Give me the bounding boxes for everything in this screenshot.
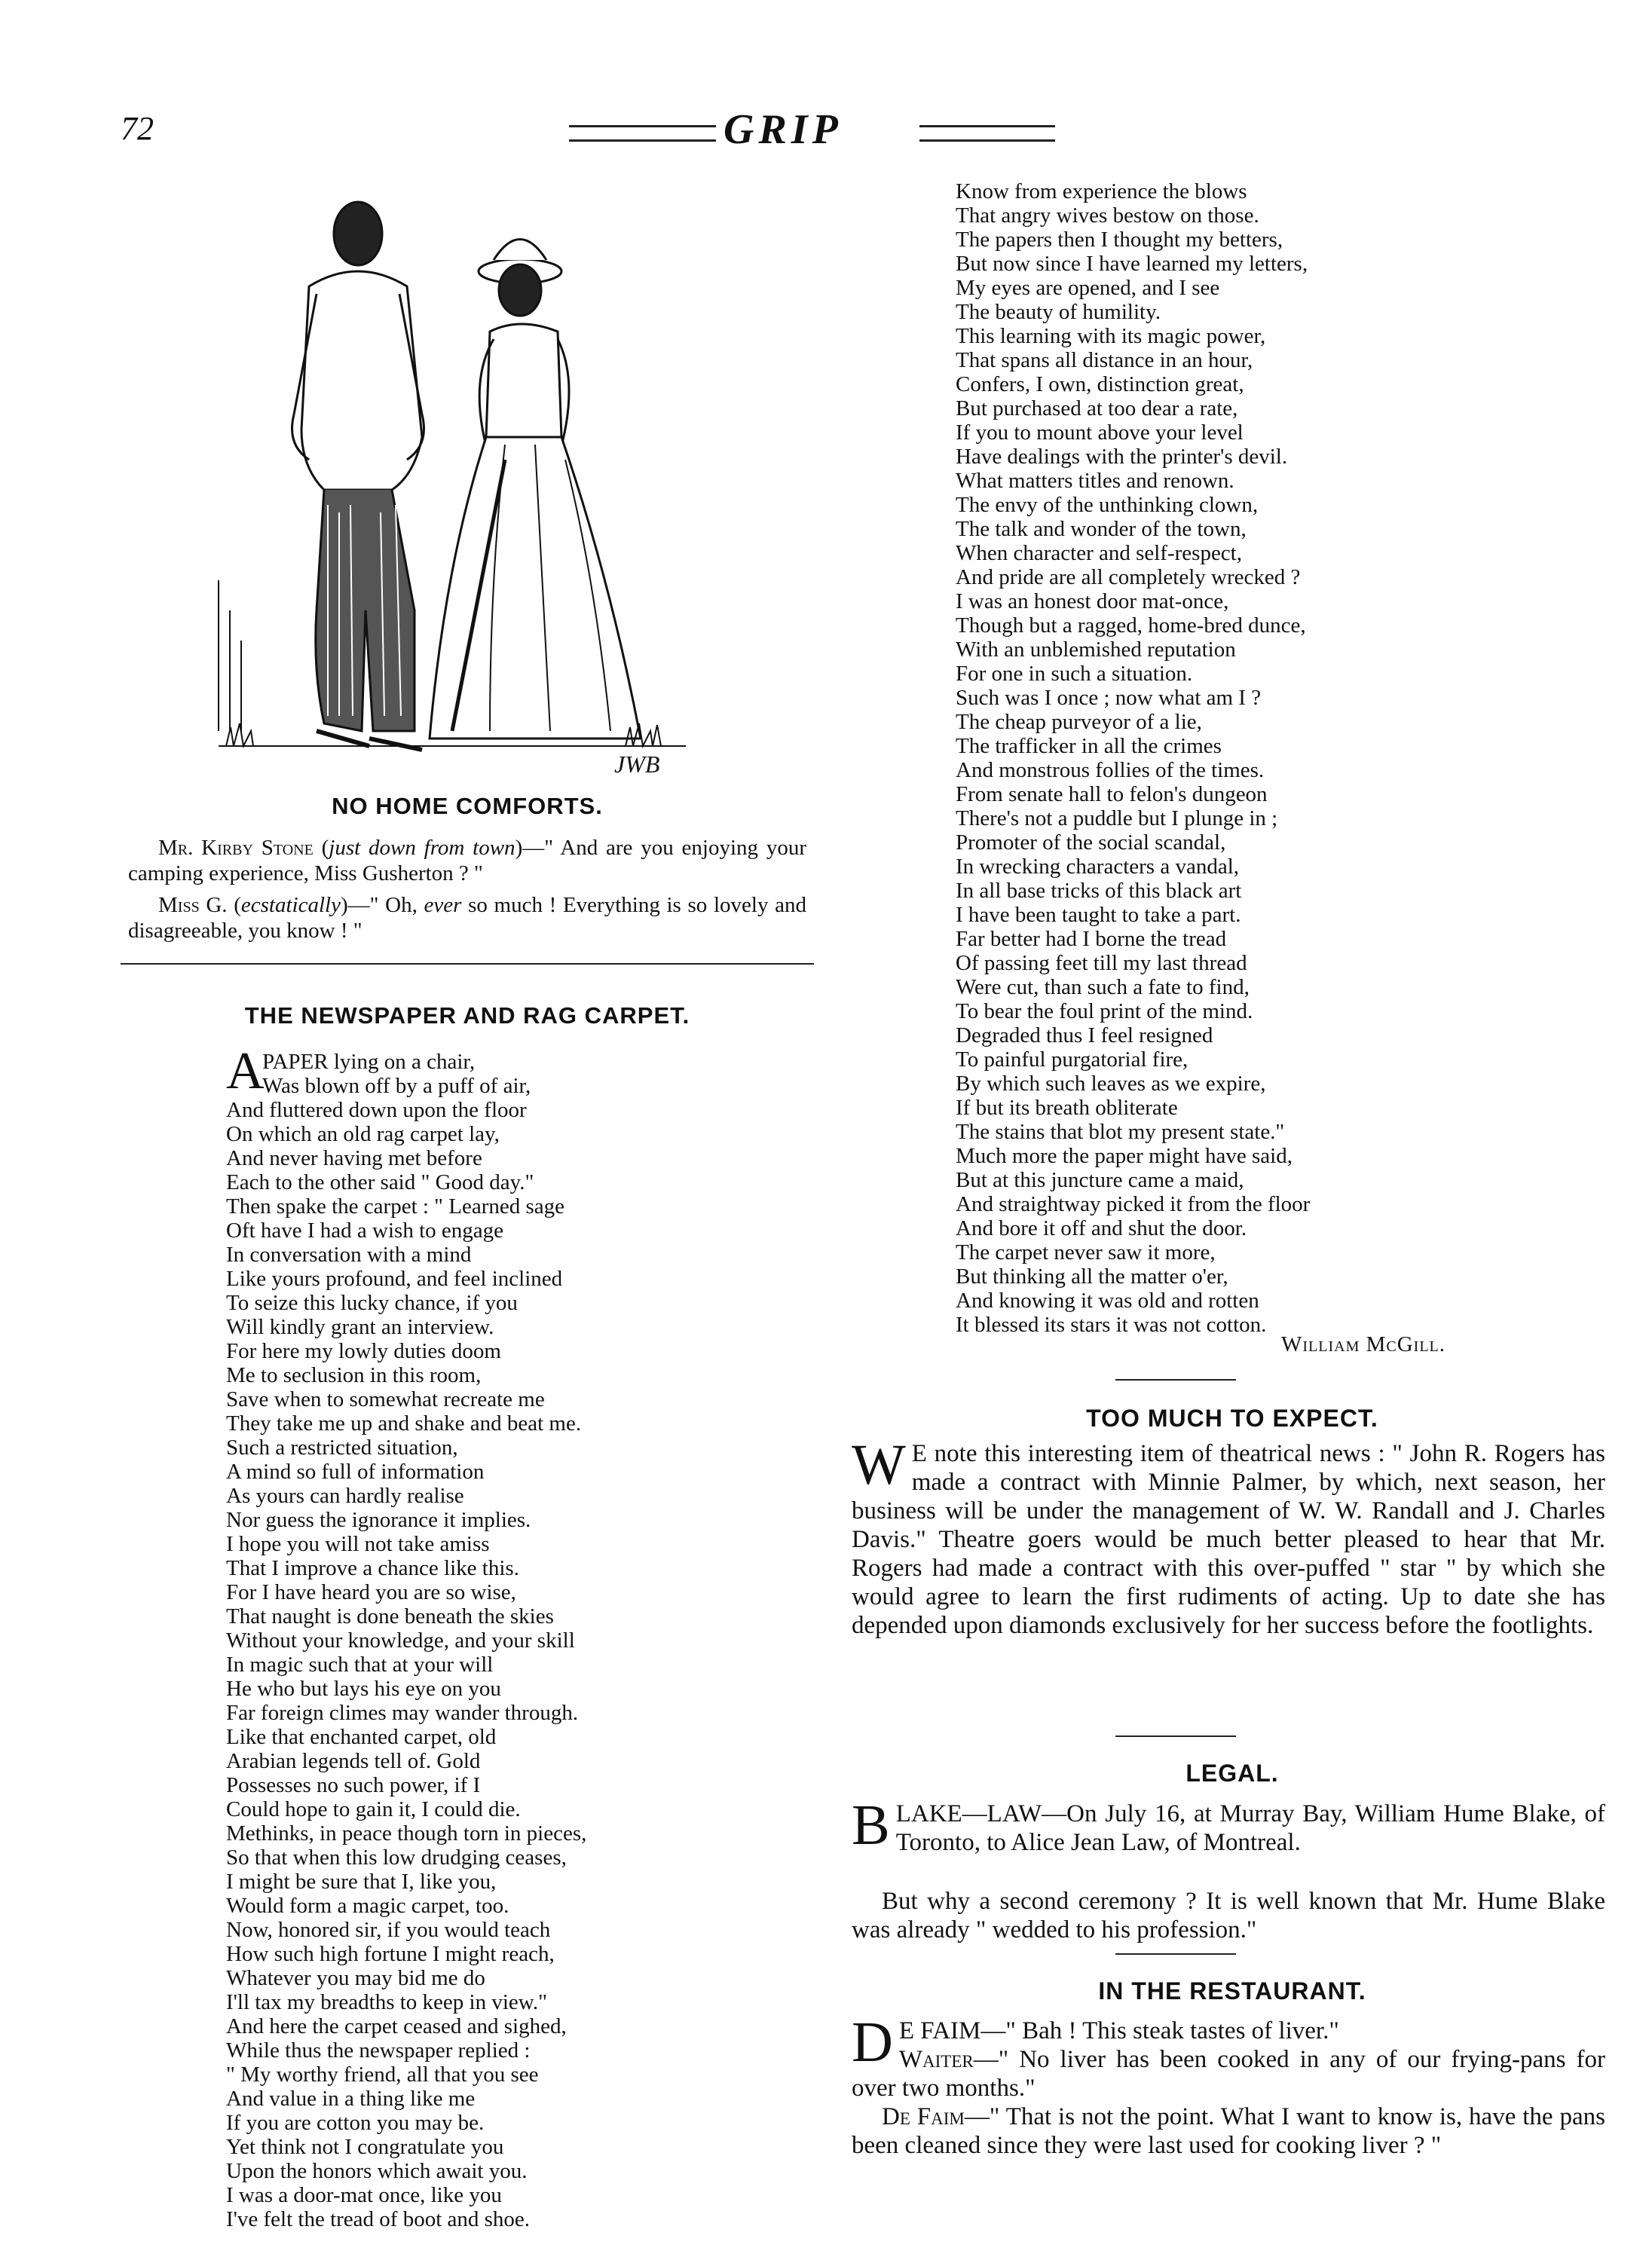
poem-line: The cheap purveyor of a lie, bbox=[956, 710, 1202, 734]
separator-rule bbox=[1115, 1379, 1236, 1381]
article-dropcap: B bbox=[852, 1794, 890, 1857]
poem-dropcap: A bbox=[226, 1042, 265, 1100]
article-body-too-much bbox=[852, 1433, 1605, 1640]
poem-line: I've felt the tread of boot and shoe. bbox=[226, 2207, 531, 2231]
cartoon-caption-1: Mr. Kirby Stone (just down from town)—" And are you enjoying your camping experience, Miss Gusherton ? " bbox=[128, 836, 806, 885]
poem-line: In all base tricks of this black art bbox=[956, 879, 1242, 903]
poem-line: Have dealings with the printer's devil. bbox=[956, 445, 1288, 469]
separator-rule bbox=[121, 963, 814, 965]
emphasis-word: ever bbox=[424, 893, 462, 917]
poem-line: That naught is done beneath the skies bbox=[226, 1604, 554, 1628]
poem-line: I might be sure that I, like you, bbox=[226, 1870, 497, 1894]
poem-line: From senate hall to felon's dungeon bbox=[956, 782, 1268, 806]
article-text: LAKE—LAW—On July 16, at Murray Bay, William Hume Blake, of Toronto, to Alice Jean Law, of Montreal. bbox=[895, 1800, 1605, 1856]
poem-line: And fluttered down upon the floor bbox=[226, 1098, 527, 1122]
speaker-name: De Faim bbox=[882, 2103, 965, 2130]
poem-line: And value in a thing like me bbox=[226, 2087, 476, 2111]
poem-line: The papers then I thought my betters, bbox=[956, 228, 1283, 252]
poem-line: Confers, I own, distinction great, bbox=[956, 372, 1244, 396]
poem-line: But now since I have learned my letters, bbox=[956, 252, 1308, 276]
article-text: E note this interesting item of theatrical news : " John R. Rogers has made a contract with Minnie Palmer, by which, next season, her business will be under the management of W. W. Randall and J. Charles Davis." Theatre goers would be much better pleased to hear that Mr. Rogers had made a contract with this over-puffed " star " by which she would agree to learn the first rudiments of acting. Up to date she has depended upon diamonds exclusively for her success before the footlights. bbox=[852, 1440, 1605, 1639]
poem-line: If you are cotton you may be. bbox=[226, 2111, 485, 2135]
poem-line: It blessed its stars it was not cotton. bbox=[956, 1313, 1267, 1337]
poem-line: I was an honest door mat-once, bbox=[956, 589, 1229, 613]
separator-rule bbox=[1115, 1735, 1236, 1737]
poem-line: And straightway picked it from the floor bbox=[956, 1192, 1311, 1216]
poem-line: A mind so full of information bbox=[226, 1460, 485, 1484]
cartoon-heading: NO HOME COMFORTS. bbox=[332, 793, 603, 819]
speaker-name: Waiter bbox=[898, 2046, 974, 2073]
poem-line: And pride are all completely wrecked ? bbox=[956, 565, 1301, 589]
poem-line: This learning with its magic power, bbox=[956, 324, 1266, 348]
poem-line: Methinks, in peace though torn in pieces, bbox=[226, 1821, 587, 1846]
poem-title: THE NEWSPAPER AND RAG CARPET. bbox=[244, 1002, 690, 1029]
poem-line: On which an old rag carpet lay, bbox=[226, 1122, 500, 1146]
poem-line: In wrecking characters a vandal, bbox=[956, 855, 1239, 879]
poem-line: Whatever you may bid me do bbox=[226, 1966, 485, 1990]
masthead-title: GRIP bbox=[724, 106, 843, 153]
poem-line: That spans all distance in an hour, bbox=[956, 348, 1253, 372]
poem-line: Save when to somewhat recreate me bbox=[226, 1387, 545, 1411]
poem-line: The trafficker in all the crimes bbox=[956, 734, 1222, 758]
poem-line: While thus the newspaper replied : bbox=[226, 2038, 531, 2063]
poem-line: Though but a ragged, home-bred dunce, bbox=[956, 613, 1306, 638]
poem-line: With an unblemished reputation bbox=[956, 638, 1236, 662]
poem-line: And never having met before bbox=[226, 1146, 482, 1170]
poem-line: That I improve a chance like this. bbox=[226, 1556, 519, 1580]
article-dropcap: D bbox=[852, 2011, 893, 2074]
poem-line: Were cut, than such a fate to find, bbox=[956, 975, 1250, 999]
poem-line: PAPER lying on a chair, bbox=[262, 1050, 476, 1074]
poem-line: Like yours profound, and feel inclined bbox=[226, 1267, 563, 1291]
poem-line: Promoter of the social scandal, bbox=[956, 830, 1226, 855]
poem-line: And here the carpet ceased and sighed, bbox=[226, 2014, 567, 2038]
poem-line: By which such leaves as we expire, bbox=[956, 1072, 1266, 1096]
poem-line: So that when this low drudging ceases, bbox=[226, 1846, 567, 1870]
poem-line: The talk and wonder of the town, bbox=[956, 517, 1247, 541]
poem-line: But thinking all the matter o'er, bbox=[956, 1264, 1228, 1289]
poem-line: How such high fortune I might reach, bbox=[226, 1942, 555, 1966]
poem-line: The stains that blot my present state." bbox=[956, 1120, 1285, 1144]
poem-line: The beauty of humility. bbox=[956, 300, 1161, 324]
article-heading-legal: LEGAL. bbox=[1185, 1760, 1279, 1787]
poem-line: To bear the foul print of the mind. bbox=[956, 999, 1253, 1023]
poem-line: For one in such a situation. bbox=[956, 662, 1193, 686]
poem-line: Now, honored sir, if you would teach bbox=[226, 1918, 551, 1942]
article-body-legal bbox=[852, 1794, 1605, 1857]
poem-line: To painful purgatorial fire, bbox=[956, 1047, 1189, 1072]
poem-line: But purchased at too dear a rate, bbox=[956, 396, 1238, 420]
poem-line: I have been taught to take a part. bbox=[956, 903, 1241, 927]
speaker-name: Mr. Kirby Stone bbox=[158, 836, 314, 860]
poem-line: In magic such that at your will bbox=[226, 1653, 494, 1677]
poem-line: I was a door-mat once, like you bbox=[226, 2183, 502, 2207]
poem-line: Upon the honors which await you. bbox=[226, 2159, 528, 2183]
article-dropcap: W bbox=[852, 1433, 906, 1497]
caption-text: —" Oh, bbox=[347, 893, 424, 917]
cartoon-caption-2: Miss G. (ecstatically)—" Oh, ever so much ! Everything is so lovely and disagreeable, you know ! " bbox=[128, 893, 806, 943]
caption-text: so much ! Everything is so lovely and disagreeable, you know ! " bbox=[128, 893, 806, 943]
poem-line: Was blown off by a puff of air, bbox=[262, 1074, 531, 1098]
poem-line: There's not a puddle but I plunge in ; bbox=[956, 806, 1278, 830]
poem-line: Arabian legends tell of. Gold bbox=[226, 1749, 481, 1773]
poem-line: Such was I once ; now what am I ? bbox=[956, 686, 1262, 710]
masthead-rule-left bbox=[569, 125, 716, 142]
poem-line: He who but lays his eye on you bbox=[226, 1677, 501, 1701]
poem-line: Of passing feet till my last thread bbox=[956, 951, 1247, 975]
poem-line: If you to mount above your level bbox=[956, 420, 1244, 445]
article-text: —" That is not the point. What I want to know is, have the pans been cleaned since they were last used for cooking liver ? " bbox=[852, 2103, 1605, 2159]
poem-line: I hope you will not take amiss bbox=[226, 1532, 490, 1556]
poem-line: They take me up and shake and beat me. bbox=[226, 1411, 582, 1436]
poem-line: Far foreign climes may wander through. bbox=[226, 1701, 579, 1725]
poem-line: Me to seclusion in this room, bbox=[226, 1363, 482, 1387]
poem-line: Much more the paper might have said, bbox=[956, 1144, 1293, 1168]
poem-line: For I have heard you are so wise, bbox=[226, 1580, 516, 1604]
poem-line: The carpet never saw it more, bbox=[956, 1240, 1216, 1264]
separator-rule bbox=[1115, 1953, 1236, 1955]
woman-figure bbox=[430, 240, 641, 739]
page-number: 72 bbox=[121, 110, 154, 147]
article-text: E FAIM—" Bah ! This steak tastes of liver." bbox=[898, 2017, 1339, 2044]
poem-line: To seize this lucky chance, if you bbox=[226, 1291, 518, 1315]
poem-line: In conversation with a mind bbox=[226, 1243, 472, 1267]
poem-line: I'll tax my breadths to keep in view." bbox=[226, 1990, 547, 2014]
article-body-legal-2: But why a second ceremony ? It is well known that Mr. Hume Blake was already " wedded to his profession." bbox=[852, 1888, 1605, 1943]
poem-line: Possesses no such power, if I bbox=[226, 1773, 481, 1797]
caption-text: —" And are you enjoying your camping experience, Miss Gusherton ? " bbox=[128, 836, 806, 885]
poem-right-column bbox=[956, 179, 1559, 1337]
poem-line: What matters titles and renown. bbox=[956, 469, 1234, 493]
poem-line: Without your knowledge, and your skill bbox=[226, 1628, 575, 1653]
poem-line: Would form a magic carpet, too. bbox=[226, 1894, 509, 1918]
poem-line: Each to the other said " Good day." bbox=[226, 1170, 534, 1194]
poem-line: Such a restricted situation, bbox=[226, 1436, 458, 1460]
poem-line: As yours can hardly realise bbox=[226, 1484, 464, 1508]
poem-line: When character and self-respect, bbox=[956, 541, 1242, 565]
poem-line: Far better had I borne the tread bbox=[956, 927, 1227, 951]
poem-line: For here my lowly duties doom bbox=[226, 1339, 501, 1363]
speaker-name: Miss G. bbox=[158, 893, 228, 917]
article-heading-restaurant: IN THE RESTAURANT. bbox=[1098, 1977, 1366, 2005]
stage-direction: ecstatically bbox=[240, 893, 341, 917]
cartoon-illustration bbox=[203, 188, 701, 776]
poem-line: Like that enchanted carpet, old bbox=[226, 1725, 497, 1749]
article-body-restaurant bbox=[852, 2011, 1605, 2160]
masthead-rule-right bbox=[919, 125, 1055, 142]
poem-line: Nor guess the ignorance it implies. bbox=[226, 1508, 531, 1532]
article-heading-too-much: TOO MUCH TO EXPECT. bbox=[1086, 1405, 1378, 1432]
poem-line: Could hope to gain it, I could die. bbox=[226, 1797, 521, 1821]
poem-line: Then spake the carpet : " Learned sage bbox=[226, 1194, 565, 1219]
stage-direction: just down from town bbox=[329, 836, 515, 860]
poem-line: That angry wives bestow on those. bbox=[956, 203, 1259, 228]
poem-line: But at this juncture came a maid, bbox=[956, 1168, 1244, 1192]
poem-line: My eyes are opened, and I see bbox=[956, 276, 1220, 300]
poem-left-column bbox=[226, 1042, 799, 2231]
poem-line: Know from experience the blows bbox=[956, 179, 1247, 203]
poem-line: Oft have I had a wish to engage bbox=[226, 1219, 504, 1243]
man-figure bbox=[292, 202, 424, 750]
poem-author: William McGill. bbox=[1281, 1332, 1446, 1356]
poem-line: And bore it off and shut the door. bbox=[956, 1216, 1247, 1240]
poem-line: If but its breath obliterate bbox=[956, 1096, 1178, 1120]
poem-line: And knowing it was old and rotten bbox=[956, 1289, 1259, 1313]
artist-signature: JWB bbox=[614, 751, 660, 776]
article-text: —" No liver has been cooked in any of our frying-pans for over two months." bbox=[852, 2046, 1605, 2102]
poem-line: Degraded thus I feel resigned bbox=[956, 1023, 1213, 1047]
poem-line: Yet think not I congratulate you bbox=[226, 2135, 504, 2159]
poem-line: And monstrous follies of the times. bbox=[956, 758, 1265, 782]
poem-line: " My worthy friend, all that you see bbox=[226, 2063, 539, 2087]
poem-line: Will kindly grant an interview. bbox=[226, 1315, 494, 1339]
poem-line: The envy of the unthinking clown, bbox=[956, 493, 1259, 517]
